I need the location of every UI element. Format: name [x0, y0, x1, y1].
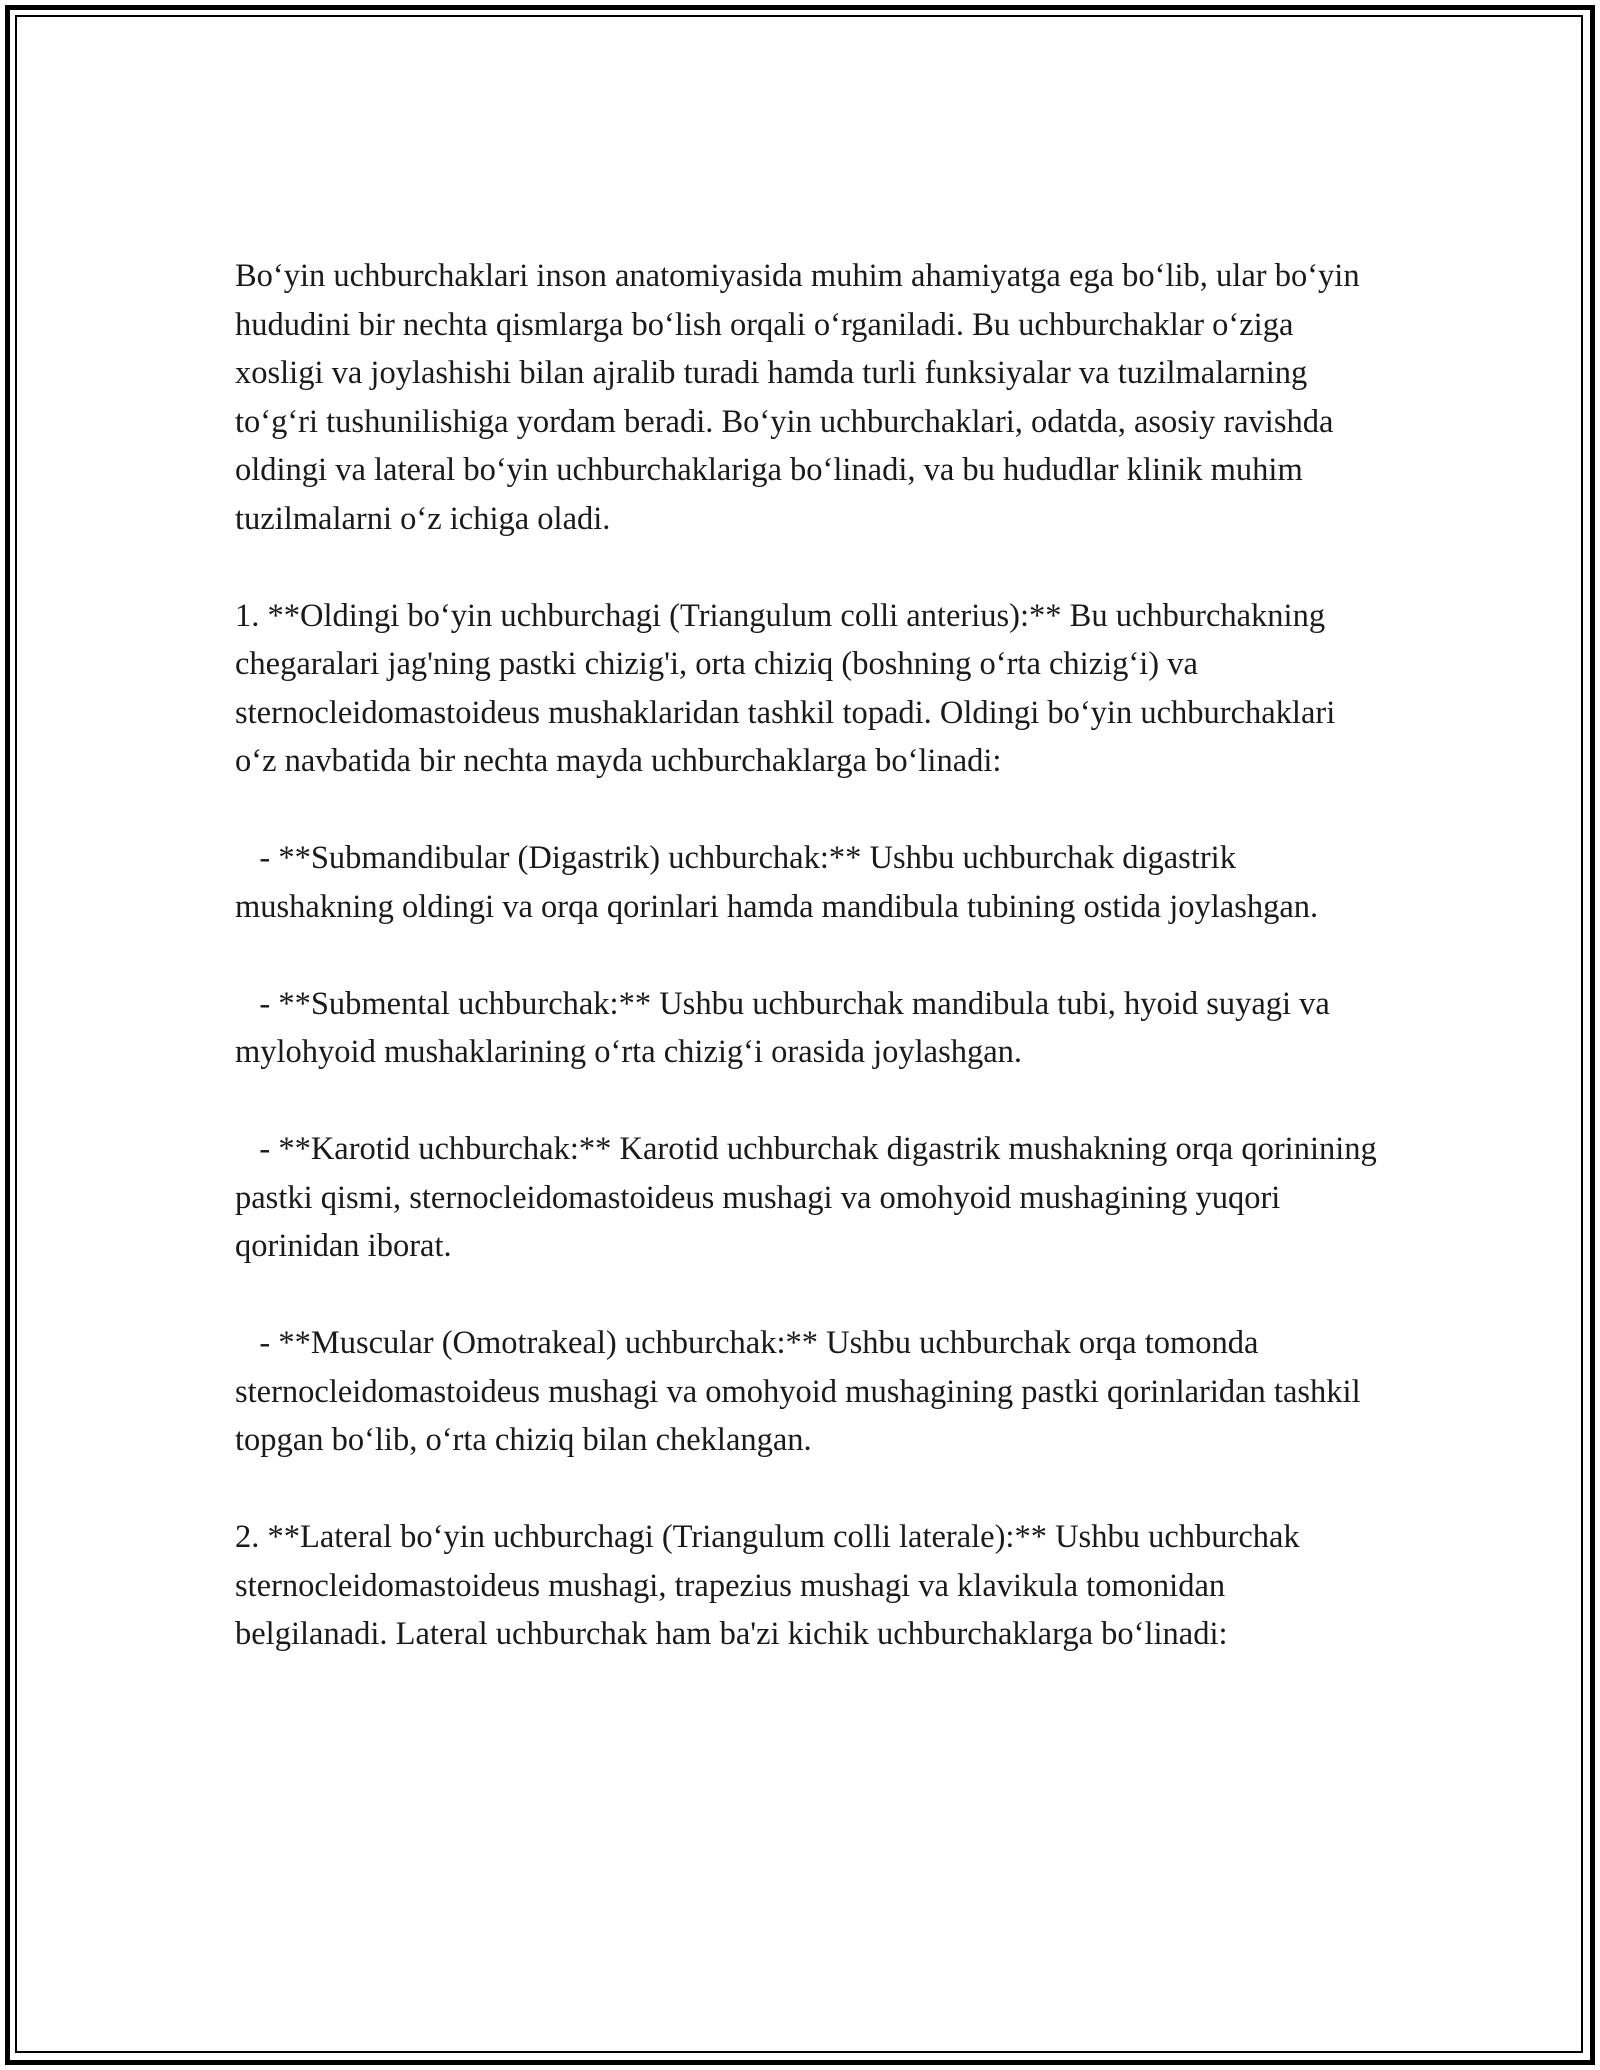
- submental-triangle-item: - **Submental uchburchak:** Ushbu uchburchak mandibula tubi, hyoid suyagi va mylohyoid mushaklarining o‘rta chizig‘i orasida joylashgan.: [235, 985, 1338, 1070]
- muscular-triangle-item: - **Muscular (Omotrakeal) uchburchak:** Ushbu uchburchak orqa tomonda sternocleidomastoideus mushagi va omohyoid mushagining pastki qorinlaridan tashkil topgan bo‘lib, o‘rta chiziq bilan cheklangan.: [235, 1325, 1369, 1458]
- submandibular-triangle-item: - **Submandibular (Digastrik) uchburchak:** Ushbu uchburchak digastrik mushakning oldingi va orqa qorinlari hamda mandibula tubining ostida joylashgan.: [235, 840, 1319, 925]
- lateral-triangle-paragraph: 2. **Lateral bo‘yin uchburchagi (Triangulum colli laterale):** Ushbu uchburchak sternocleidomastoideus mushagi, trapezius mushagi va klavikula tomonidan belgilanadi. Lateral uchburchak ham ba'zi kichik uchburchaklarga bo‘linadi:: [235, 1519, 1308, 1652]
- document-body: [235, 252, 1385, 1659]
- intro-paragraph: Bo‘yin uchburchaklari inson anatomiyasida muhim ahamiyatga ega bo‘lib, ular bo‘yin hududini bir nechta qismlarga bo‘lish orqali o‘rganiladi. Bu uchburchaklar o‘ziga xosligi va joylashishi bilan ajralib turadi hamda turli funksiyalar va tuzilmalarning to‘g‘ri tushunilishiga yordam beradi. Bo‘yin uchburchaklari, odatda, asosiy ravishda oldingi va lateral bo‘yin uchburchaklariga bo‘linadi, va bu hududlar klinik muhim tuzilmalarni o‘z ichiga oladi.: [235, 258, 1368, 537]
- anterior-triangle-paragraph: 1. **Oldingi bo‘yin uchburchagi (Triangulum colli anterius):** Bu uchburchakning chegaralari jag'ning pastki chizig'i, orta chiziq (boshning o‘rta chizig‘i) va sternocleidomastoideus mushaklaridan tashkil topadi. Oldingi bo‘yin uchburchaklari o‘z navbatida bir nechta mayda uchburchaklarga bo‘linadi:: [235, 597, 1344, 779]
- carotid-triangle-item: - **Karotid uchburchak:** Karotid uchburchak digastrik mushakning orqa qorinining pastki qismi, sternocleidomastoideus mushagi va omohyoid mushagining yuqori qorinidan iborat.: [235, 1131, 1385, 1264]
